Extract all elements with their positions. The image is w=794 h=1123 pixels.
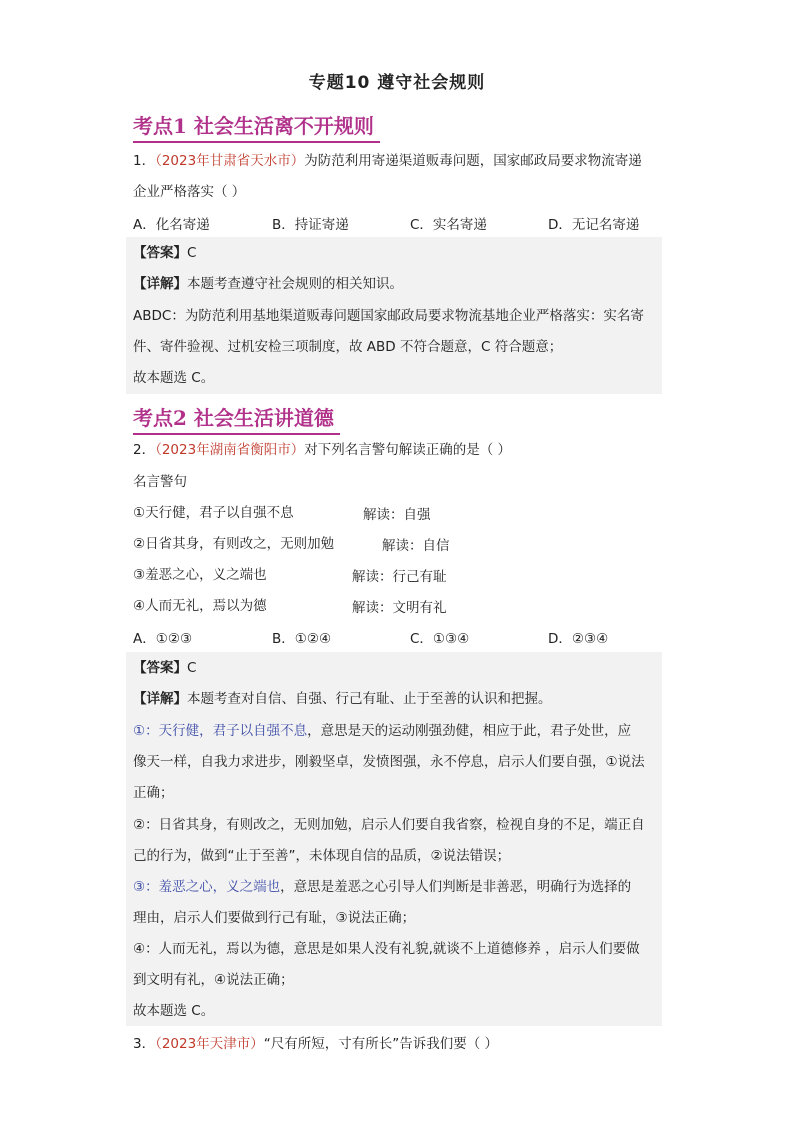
page-title: 专题10 遵守社会规则: [308, 73, 486, 93]
answer-value: C: [187, 245, 197, 261]
answer-value: C: [187, 660, 197, 676]
q1-option-a: A．化名寄递: [133, 217, 210, 233]
q1-stem-line1: [133, 151, 642, 171]
q1-explain-line1: ABDC：为防范利用基地渠道贩毒问题国家邮政局要求物流基地企业严格落实：实名寄: [133, 308, 644, 324]
q2-option-c: C．①③④: [410, 631, 470, 647]
q2-item-3-interp: 解读：行己有耻: [352, 569, 447, 585]
q1-explain-line2: 件、寄件验视、过机安检三项制度，故 ABD 不符合题意，C 符合题意；: [133, 339, 563, 355]
q2-stem: [133, 440, 511, 460]
q1-detail: [133, 274, 403, 294]
q2-explain-3b: 理由，启示人们要做到行己有耻，③说法正确；: [133, 910, 416, 926]
q2-explain-1a: [133, 721, 631, 741]
question-source: （2023年湖南省衡阳市）: [155, 442, 305, 458]
q1-option-d: D．无记名寄递: [548, 217, 640, 233]
q2-item-1-interp: 解读：自强: [363, 507, 431, 523]
q1-stem-line2: 企业严格落实（ ）: [133, 184, 246, 200]
question-number: 2．: [133, 442, 156, 458]
q2-explain-4a: ④：人而无礼，焉以为德，意思是如果人没有礼貌,就谈不上道德修养 ，启示人们要做: [133, 941, 640, 957]
question-stem: “尺有所短，寸有所长”告诉我们要（ ）: [263, 1036, 498, 1052]
q2-explain-3a: [133, 877, 631, 897]
section-heading-2: [133, 402, 334, 431]
q2-explain-1b: 像天一样，自我力求进步，刚毅坚卓，发愤图强，永不停息，启示人们要自强，①说法: [133, 754, 645, 770]
explain-text: ，意思是羞恶之心引导人们判断是非善恶，明确行为选择的: [280, 879, 632, 895]
q2-item-3-quote: ③羞恶之心，义之端也: [133, 567, 267, 583]
q2-item-4-interp: 解读：文明有礼: [352, 600, 447, 616]
section-heading-text: 考点2 社会生活讲道德: [133, 406, 334, 430]
explain-text: ，意思是天的运动刚强劲健，相应于此，君子处世，应: [307, 723, 632, 739]
section-heading-1: [133, 110, 374, 139]
q2-option-d: D．②③④: [548, 631, 609, 647]
q2-item-1-quote: ①天行健，君子以自强不息: [133, 505, 294, 521]
q2-option-b: B．①②④: [272, 631, 332, 647]
question-number: 1．: [133, 153, 156, 169]
q2-item-4-quote: ④人而无礼，焉以为德: [133, 598, 267, 614]
question-stem: 对下列名言警句解读正确的是（ ）: [304, 442, 511, 458]
q2-detail: [133, 689, 552, 709]
quote-highlight: ①：天行健，君子以自强不息: [133, 723, 308, 739]
detail-text: 本题考查遵守社会规则的相关知识。: [187, 276, 403, 292]
q1-conclusion: 故本题选 C。: [133, 370, 215, 386]
quote-highlight: ③：羞恶之心，义之端也: [133, 879, 281, 895]
heading-underline: [133, 141, 380, 143]
q2-explain-2a: ②：日省其身，有则改之，无则加勉，启示人们要自我省察，检视自身的不足，端正自: [133, 817, 645, 833]
q1-answer: [133, 243, 196, 263]
detail-text: 本题考查对自信、自强、行己有耻、止于至善的认识和把握。: [187, 691, 552, 707]
q2-explain-1c: 正确；: [133, 785, 174, 801]
q2-explain-4b: 到文明有礼，④说法正确；: [133, 972, 294, 988]
answer-label: 【答案】: [133, 245, 187, 261]
heading-underline: [133, 433, 340, 435]
question-number: 3．: [133, 1036, 156, 1052]
detail-label: 【详解】: [133, 691, 187, 707]
detail-label: 【详解】: [133, 276, 187, 292]
question-stem: 为防范利用寄递渠道贩毒问题，国家邮政局要求物流寄递: [304, 153, 642, 169]
q3-stem: [133, 1034, 498, 1054]
q2-option-a: A．①②③: [133, 631, 193, 647]
section-heading-text: 考点1 社会生活离不开规则: [133, 114, 374, 138]
question-source: （2023年天津市）: [155, 1036, 264, 1052]
q1-option-c: C．实名寄递: [410, 217, 487, 233]
answer-label: 【答案】: [133, 660, 187, 676]
q2-table-header: 名言警句: [133, 474, 187, 490]
q2-conclusion: 故本题选 C。: [133, 1003, 215, 1019]
q2-explain-2b: 己的行为，做到“止于至善”，未体现自信的品质，②说法错误；: [133, 848, 511, 864]
q2-answer: [133, 658, 196, 678]
q2-item-2-quote: ②日省其身，有则改之，无则加勉: [133, 536, 335, 552]
q2-item-2-interp: 解读：自信: [382, 538, 450, 554]
question-source: （2023年甘肃省天水市）: [155, 153, 305, 169]
q1-option-b: B．持证寄递: [272, 217, 349, 233]
